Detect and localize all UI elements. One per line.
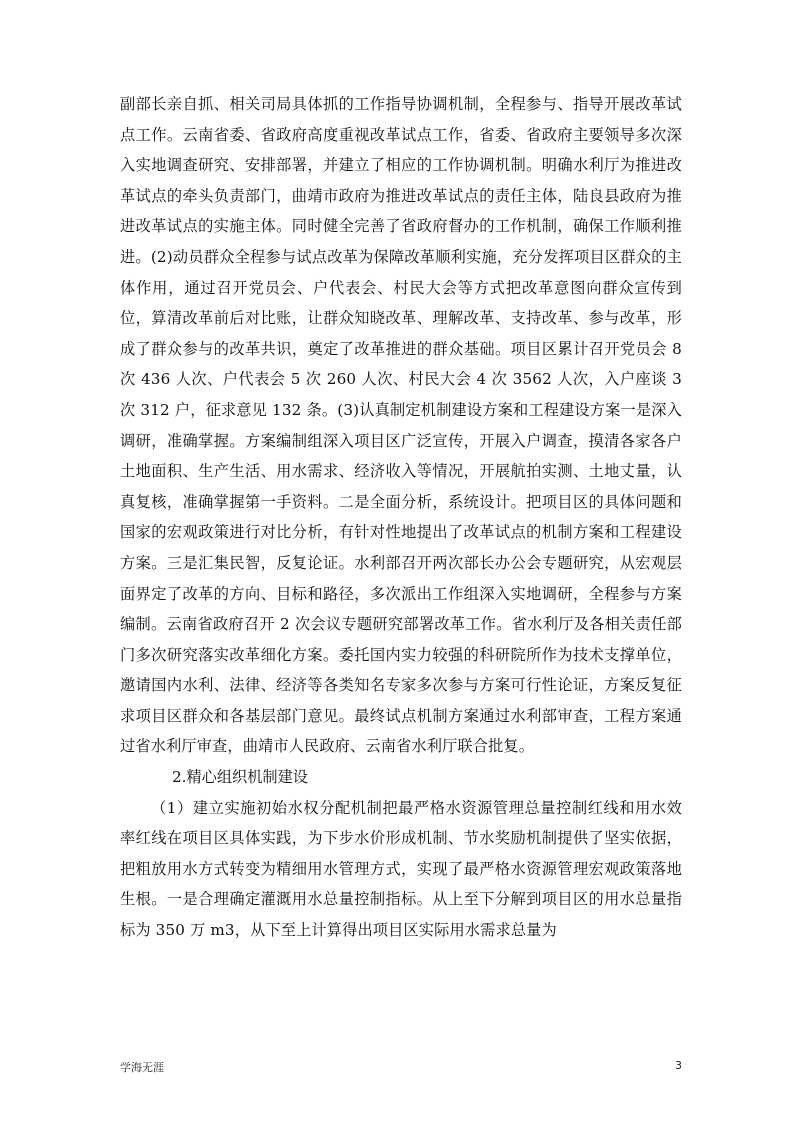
body-text [120, 89, 682, 946]
section-heading: 2.精心组织机制建设 [172, 768, 308, 787]
paragraph-2: （1）建立实施初始水权分配机制把最严格水资源管理总量控制红线和用水效率红线在项目区具体实践，为下步水价形成机制、节水奖励机制提供了坚实依据，把粗放用水方式转变为精细用水管理方式，实现了最严格水资源管理宏观政策落地生根。一是合理确定灌溉用水总量控制指标。从上至下分解到项目区的用水总量指标为 350 万 m3，从下至上计算得出项目区实际用水需求总量为 [120, 798, 682, 940]
footer-label: 学海无涯 [120, 1061, 164, 1074]
page-number: 3 [675, 1059, 682, 1072]
paragraph-1: 副部长亲自抓、相关司局具体抓的工作指导协调机制，全程参与、指导开展改革试点工作。云南省委、省政府高度重视改革试点工作，省委、省政府主要领导多次深入实地调查研究、安排部署，并建立了相应的工作协调机制。明确水利厅为推进改革试点的牵头负责部门，曲靖市政府为推进改革试点的责任主体，陆良县政府为推进改革试点的实施主体。同时健全完善了省政府督办的工作机制，确保工作顺利推进。(2)动员群众全程参与试点改革为保障改革顺利实施，充分发挥项目区群众的主体作用，通过召开党员会、户代表会、村民大会等方式把改革意图向群众宣传到位，算清改革前后对比账，让群众知晓改革、理解改革、支持改革、参与改革，形成了群众参与的改革共识，奠定了改革推进的群众基础。项目区累计召开党员会 8 次 436 人次、户代表会 5 次 260 人次、村民大会 4 次 3562 人次，入户座谈 3 次 312 户，征求意见 132 条。(3)认真制定机制建设方案和工程建设方案一是深入调研，准确掌握。方案编制组深入项目区广泛宣传，开展入户调查，摸清各家各户土地面积、生产生活、用水需求、经济收入等情况，开展航拍实测、土地丈量，认真复核，准确掌握第一手资料。二是全面分析，系统设计。把项目区的具体问题和国家的宏观政策进行对比分析，有针对性地提出了改革试点的机制方案和工程建设方案。三是汇集民智，反复论证。水利部召开两次部长办公会专题研究，从宏观层面界定了改革的方向、目标和路径，多次派出工作组深入实地调研，全程参与方案编制。云南省政府召开 2 次会议专题研究部署改革工作。省水利厅及各相关责任部门多次研究落实改革细化方案。委托国内实力较强的科研院所作为技术支撑单位，邀请国内水利、法律、经济等各类知名专家多次参与方案可行性论证，方案反复征求项目区群众和各基层部门意见。最终试点机制方案通过水利部审查，工程方案通过省水利厅审查，曲靖市人民政府、云南省水利厅联合批复。 [120, 95, 682, 756]
